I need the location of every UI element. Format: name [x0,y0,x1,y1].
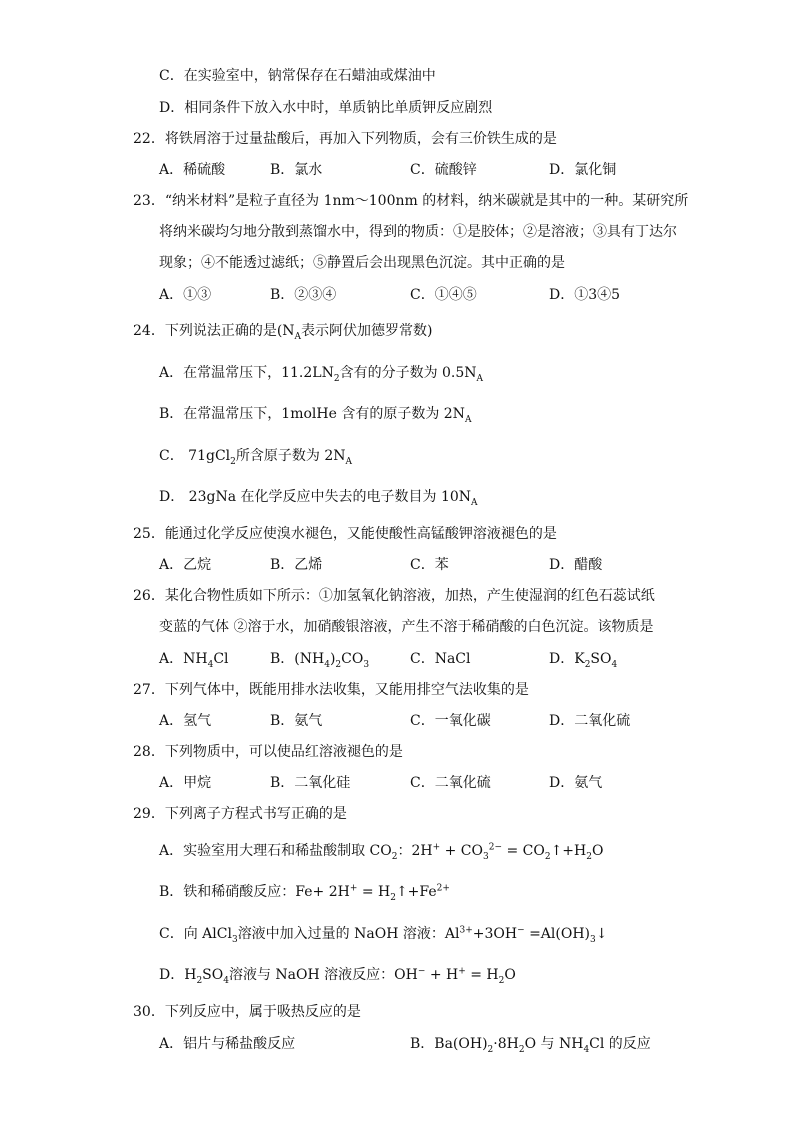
q28-option-a: A．甲烷 [159,775,212,791]
q29-b-eq1: = H [357,884,391,900]
q28-option-d: D．氨气 [549,775,603,791]
q29-d-s2: 4 [223,975,229,986]
q24-stem-na-sub: A [294,331,302,342]
q29-a-s2: 3 [482,851,489,862]
q29-b-sup1: + [349,883,358,894]
q24-option-d [159,487,478,507]
q26-b-post: CO [341,651,364,667]
q24-option-a [159,363,483,383]
q26-option-a [159,649,229,669]
q30-b-s1: 2 [487,1044,494,1055]
q29-a-eq2: + CO [440,843,483,859]
q25-option-d: D．醋酸 [549,557,603,573]
q22-option-d: D．氯化铜 [549,162,617,178]
q29-c-sup1: 3+ [459,925,473,936]
q23-option-a: A．①③ [159,287,212,303]
q24-option-c [159,446,352,466]
q24-c-pre: C． 71gCl [159,448,231,464]
q27-option-d: D．二氧化硫 [549,713,631,729]
q29-a-eq5: O [591,843,604,859]
question-24-stem [133,321,433,341]
q24-a-sub2: A [476,373,484,384]
question-22-stem: 22．将铁屑溶于过量盐酸后，再加入下列物质，会有三价铁生成的是 [133,131,557,147]
q26-a-sub: 4 [207,659,214,670]
q29-c-s2: 3 [590,934,596,945]
q29-b-pre: B．铁和稀硝酸反应：Fe+ 2H [159,884,350,900]
q29-b-eq2: ↑+Fe [395,884,437,900]
q26-d-post: SO [590,651,612,667]
q30-b-pre: B．Ba(OH) [410,1036,488,1052]
q29-a-eq1: ：2H [397,843,433,859]
q24-c-sub: 2 [230,456,236,467]
q30-option-a: A．铝片与稀盐酸反应 [159,1036,296,1052]
q30-b-s2: 2 [518,1044,525,1055]
question-26-stem-line2: 变蓝的气体 ②溶于水，加硝酸银溶液，产生不溶于稀硝酸的白色沉淀。该物质是 [159,619,654,635]
q29-c-pre: C．向 AlCl [159,926,232,942]
q29-c-sup2: − [517,925,525,936]
q22-option-c: C．硫酸锌 [410,162,477,178]
q22-option-b: B．氯水 [270,162,323,178]
q29-a-s1: 2 [391,851,398,862]
q26-b-pre: B．(NH [270,651,325,667]
q26-d-sub: 2 [584,659,591,670]
q28-option-b: B．二氧化硅 [270,775,351,791]
q29-option-c [159,924,607,944]
q24-stem-post: 表示阿伏加德罗常数) [301,323,433,339]
q26-option-d [549,649,617,669]
q25-option-b: B．乙烯 [270,557,323,573]
q26-b-mid: ) [329,651,336,667]
q26-a-post: Cl [213,651,229,667]
q24-d-sub: A [471,497,478,508]
q29-a-s4: 2 [586,851,592,862]
q29-d-eq1: + H [425,967,459,983]
q26-d-pre: D．K [549,651,585,667]
q30-b-s3: 4 [583,1044,590,1055]
prev-option-c: C．在实验室中，钠常保存在石蜡油或煤油中 [159,68,436,84]
q29-c-eq3: ↓ [595,926,608,942]
q30-b-post: Cl 的反应 [589,1036,651,1052]
q29-c-eq2: =Al(OH) [524,926,591,942]
q26-d-sub2: 4 [611,659,618,670]
q29-a-sup1: + [432,842,441,853]
q29-a-eq4: ↑+H [550,843,587,859]
q23-option-c: C．①④⑤ [410,287,477,303]
q29-a-eq3: = CO [502,843,545,859]
q24-a-sub: 2 [333,373,340,384]
question-30-stem: 30．下列反应中，属于吸热反应的是 [133,1004,361,1020]
question-23-stem-line1: 23．“纳米材料”是粒子直径为 1nm～100nm 的材料，纳米碳就是其中的一种。某研究所 [133,193,689,209]
question-29-stem: 29．下列离子方程式书写正确的是 [133,806,347,822]
q29-b-sup2: 2+ [436,883,450,894]
question-28-stem: 28．下列物质中，可以使品红溶液褪色的是 [133,744,403,760]
q26-a-pre: A．NH [159,651,208,667]
q29-option-b [159,882,450,902]
q29-d-mid: SO [202,967,224,983]
question-25-stem: 25．能通过化学反应使溴水褪色，又能使酸性高锰酸钾溶液褪色的是 [133,526,557,542]
q27-option-a: A．氢气 [159,713,212,729]
q23-option-b: B．②③④ [270,287,337,303]
q24-stem-pre: 24．下列说法正确的是( [133,323,283,339]
q23-option-d: D．①3④5 [549,287,621,303]
prev-option-d: D．相同条件下放入水中时，单质钠比单质钾反应剧烈 [159,100,493,116]
q29-d-mid2: 溶液与 NaOH 溶液反应：OH [228,967,418,983]
q29-a-sup2: 2− [488,842,502,853]
question-27-stem: 27．下列气体中，既能用排水法收集，又能用排空气法收集的是 [133,682,529,698]
q29-option-a [159,841,603,861]
question-26-stem-line1: 26．某化合物性质如下所示：①加氢氧化钠溶液，加热，产生使湿润的红色石蕊试纸 [133,588,655,604]
q29-d-eq2: = H [465,967,499,983]
q22-option-a: A．稀硫酸 [159,162,226,178]
q29-d-pre: D．H [159,967,197,983]
q24-a-pre: A．在常温常压下，11.2LN [159,365,334,381]
q27-option-c: C．一氧化碳 [410,713,491,729]
q25-option-a: A．乙烷 [159,557,212,573]
q29-d-eq3: O [504,967,516,983]
q29-c-eq1: +3OH [472,926,518,942]
q29-d-s1: 2 [196,975,203,986]
q29-c-mid: 溶液中加入过量的 NaOH 溶液：Al [237,926,460,942]
q30-b-mid2: O 与 NH [524,1036,584,1052]
q29-option-d [159,965,516,985]
q26-b-sub3: 3 [363,659,370,670]
q24-c-mid: 所含原子数为 2N [235,448,346,464]
q24-a-mid: 含有的分子数为 0.5N [339,365,477,381]
q30-b-mid: ·8H [493,1036,519,1052]
q24-option-b [159,404,471,424]
q30-option-b [410,1034,651,1054]
q27-option-b: B．氨气 [270,713,323,729]
q29-d-sup1: − [417,966,426,977]
q24-c-sub2: A [345,456,352,467]
q29-c-s1: 3 [231,934,238,945]
question-23-stem-line2: 将纳米碳均匀地分散到蒸馏水中，得到的物质：①是胶体；②是溶液；③具有丁达尔 [159,224,677,240]
q24-d-pre: D． 23gNa 在化学反应中失去的电子数目为 10N [159,489,472,505]
q29-a-s3: 2 [544,851,551,862]
q29-d-sup2: + [458,966,466,977]
q26-b-sub2: 2 [335,659,342,670]
q29-b-s1: 2 [390,892,396,903]
q29-d-s3: 2 [498,975,505,986]
q26-option-c: C．NaCl [410,651,471,667]
question-23-stem-line3: 现象；④不能透过滤纸；⑤静置后会出现黑色沉淀。其中正确的是 [159,255,565,271]
q24-b-pre: B．在常温常压下，1molHe 含有的原子数为 2N [159,406,465,422]
q26-option-b [270,649,369,669]
q28-option-c: C．二氧化硫 [410,775,491,791]
q25-option-c: C．苯 [410,557,449,573]
q26-b-sub: 4 [324,659,330,670]
q24-b-sub: A [464,414,472,425]
q24-stem-na: N [282,323,295,339]
q29-a-pre: A．实验室用大理石和稀盐酸制取 CO [159,843,392,859]
